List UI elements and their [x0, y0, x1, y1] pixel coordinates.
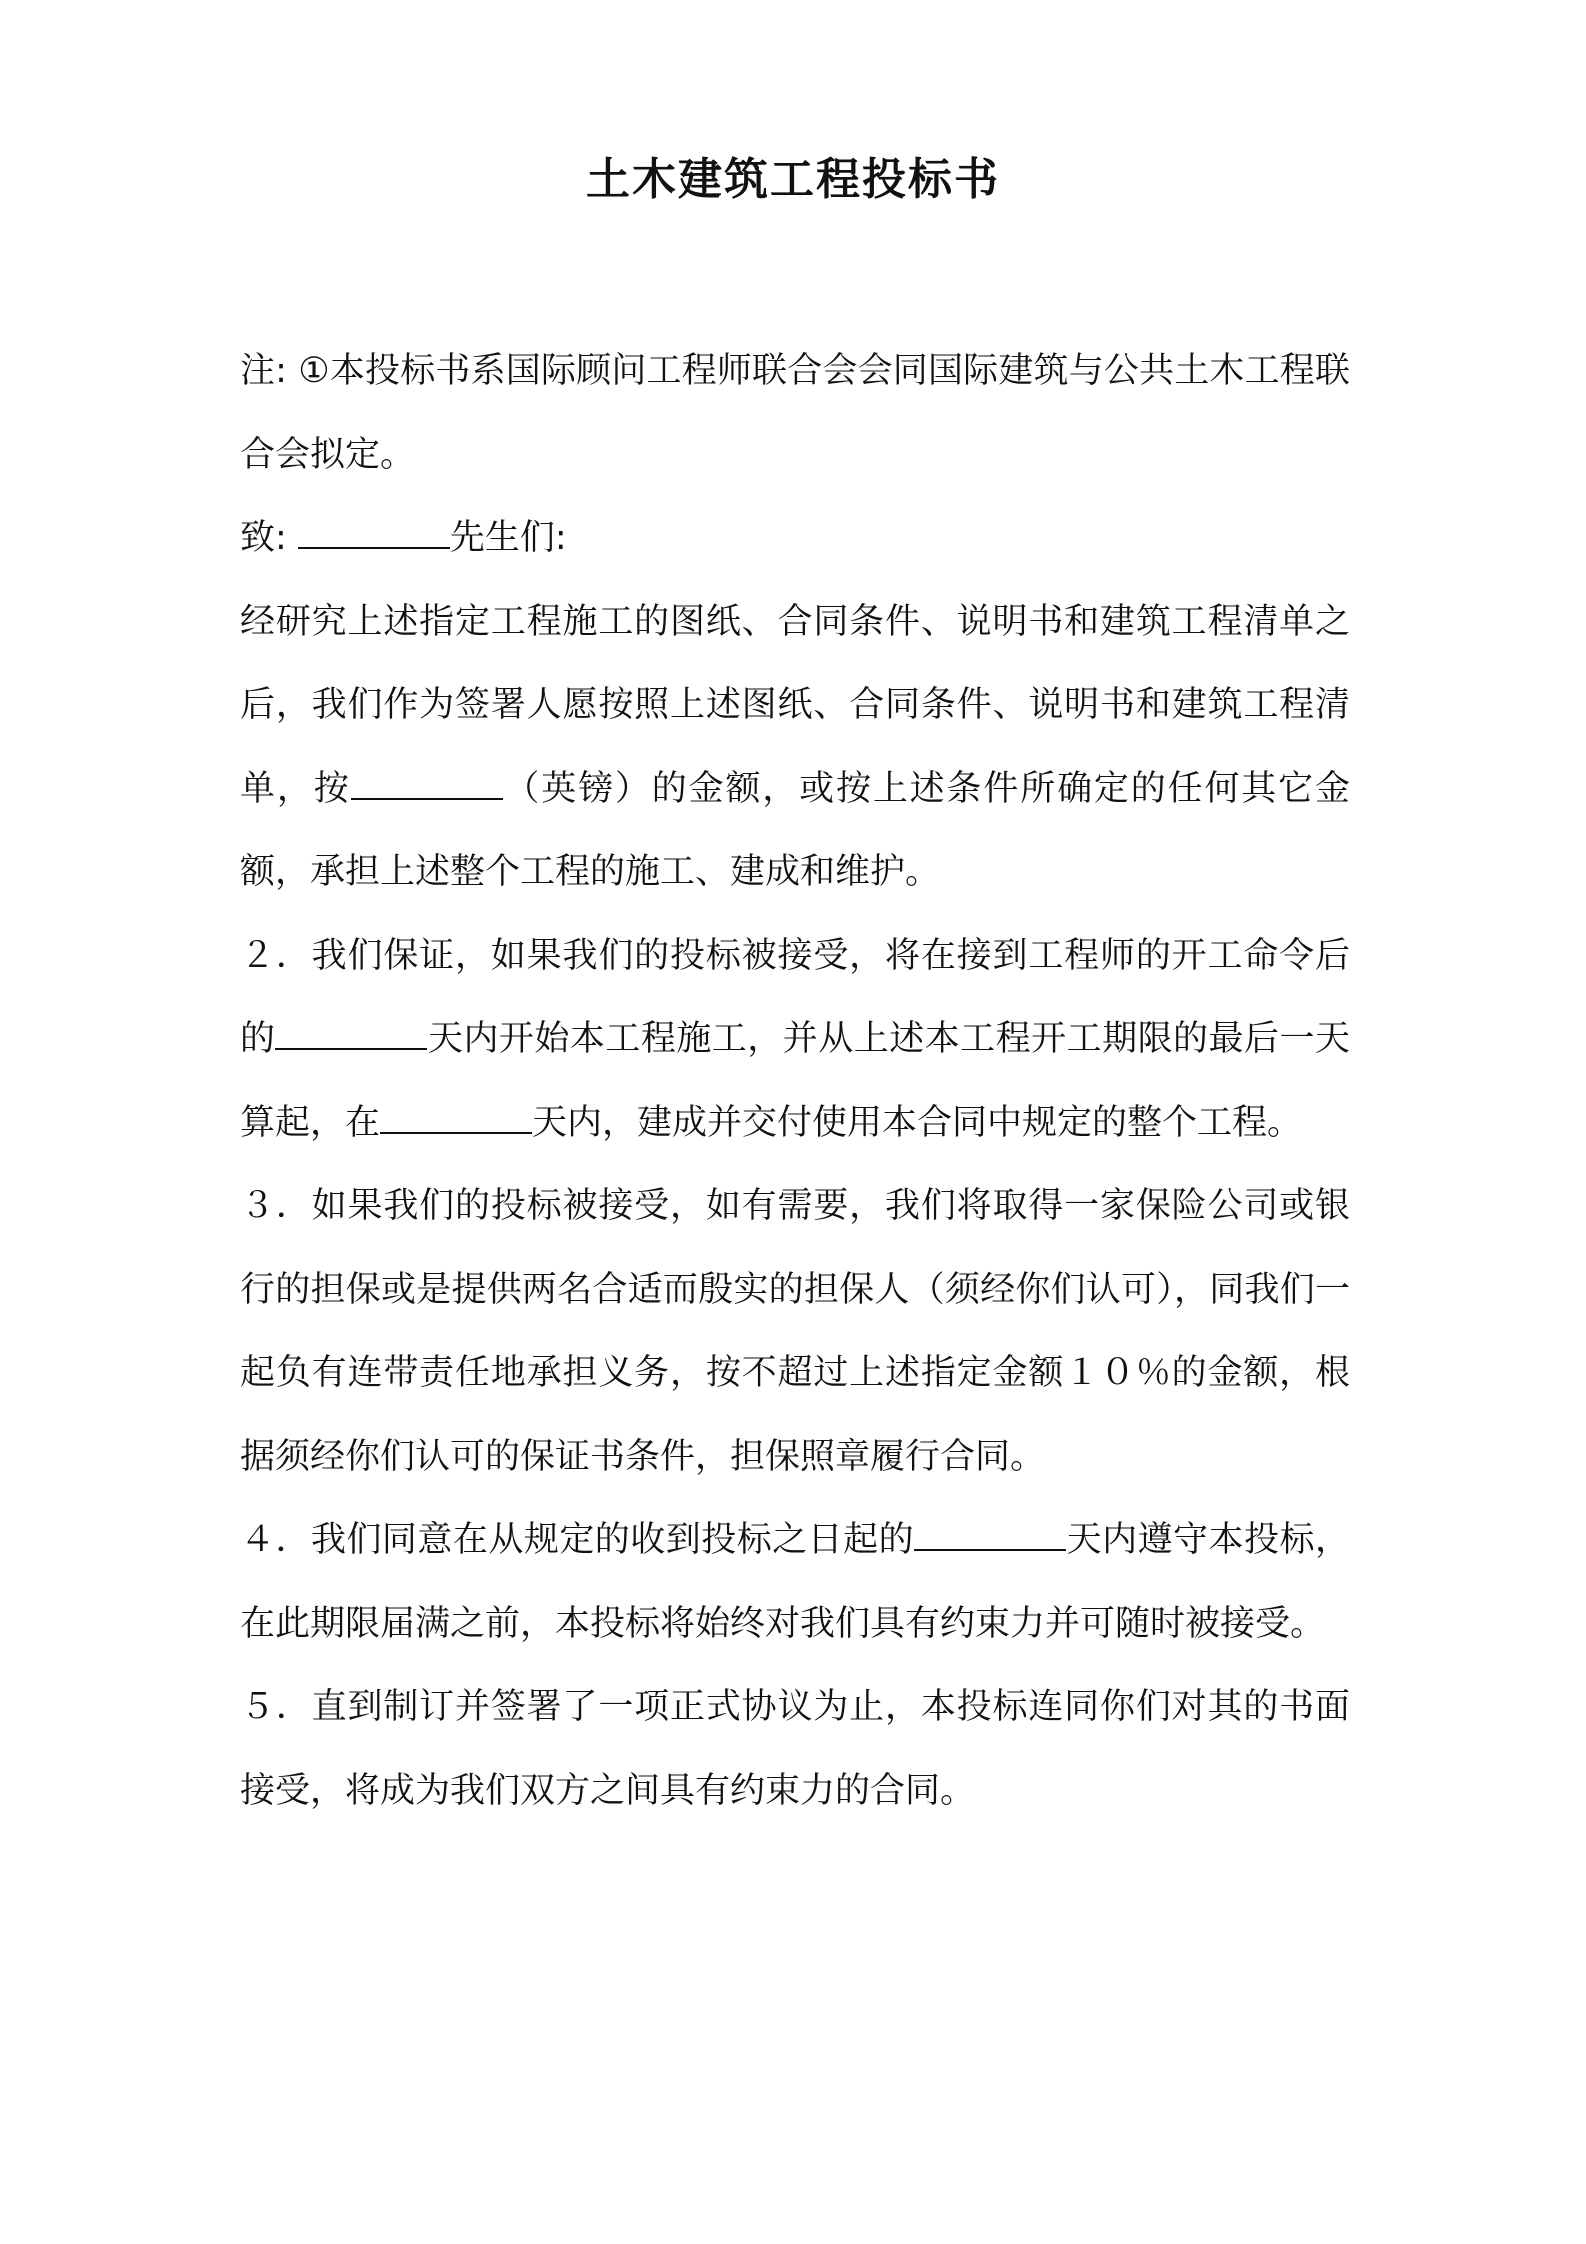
paragraph-2	[240, 915, 1350, 1166]
salutation-paragraph	[240, 497, 1350, 581]
note-paragraph: 注: ①本投标书系国际顾问工程师联合会会同国际建筑与公共土木工程联合会拟定。	[240, 351, 1350, 475]
salutation-suffix: 先生们:	[449, 518, 567, 558]
start-days-blank	[275, 1018, 427, 1050]
validity-days-blank	[914, 1519, 1066, 1551]
paragraph-1	[240, 581, 1350, 915]
paragraph-2-text-c: 天内，建成并交付使用本合同中规定的整个工程。	[532, 1102, 1303, 1143]
paragraph-2-text-b: 天内开始本工程施工，并从上述本工程开工期限的最后一天算起，在	[240, 1019, 1350, 1143]
document-title: 土木建筑工程投标书	[586, 154, 1000, 205]
paragraph-5: ５．直到制订并签署了一项正式协议为止，本投标连同你们对其的书面接受，将成为我们双方之间具有约束力的合同。	[240, 1687, 1350, 1811]
document-body	[240, 330, 1350, 1833]
paragraph-2-text-a: ２．我们保证，如果我们的投标被接受，将在接到工程师的开工命令后的	[240, 935, 1350, 1059]
paragraph-3: ３．如果我们的投标被接受，如有需要，我们将取得一家保险公司或银行的担保或是提供两名合适而殷实的担保人（须经你们认可），同我们一起负有连带责任地承担义务，按不超过上述指定金额１０％的金额，根据须经你们认可的保证书条件，担保照章履行合同。	[240, 1186, 1350, 1477]
amount-blank	[351, 768, 503, 800]
recipient-blank	[298, 517, 450, 549]
paragraph-4-text-a: ４．我们同意在从规定的收到投标之日起的	[240, 1520, 915, 1560]
completion-days-blank	[380, 1102, 532, 1134]
paragraph-1-text-a: 经研究上述指定工程施工的图纸、合同条件、说明书和建筑工程清单之后，我们作为签署人愿按照上述图纸、合同条件、说明书和建筑工程清单，按	[240, 601, 1350, 809]
paragraph-4-text-b: 天内遵守本投标，在此期限届满之前，本投标将始终对我们具有约束力并可随时被接受。	[240, 1520, 1350, 1644]
salutation-prefix: 致:	[240, 518, 298, 558]
paragraph-1-text-b: （英镑）的金额，或按上述条件所确定的任何其它金额，承担上述整个工程的施工、建成和维护。	[240, 768, 1350, 892]
paragraph-4	[240, 1499, 1350, 1666]
